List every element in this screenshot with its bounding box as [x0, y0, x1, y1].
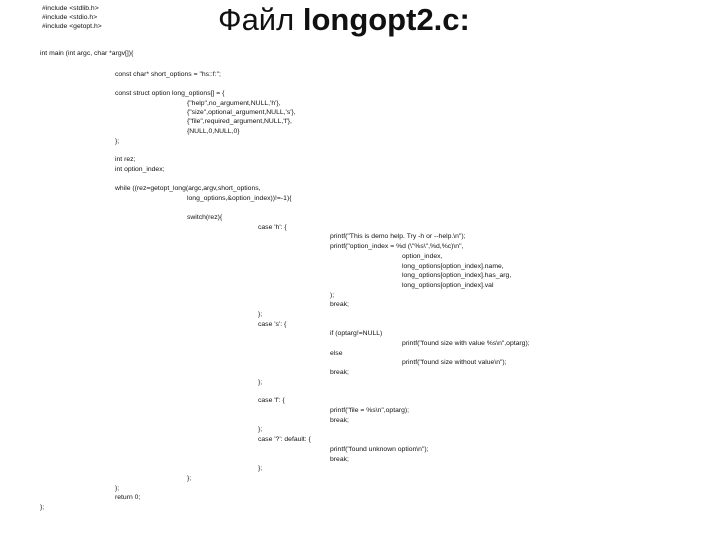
- code-line-close-array: };: [115, 138, 120, 145]
- code-line-break-h: break;: [330, 301, 349, 308]
- code-line-arg-name: long_options[option_index].name,: [402, 263, 504, 270]
- code-line-break-f: break;: [330, 417, 349, 424]
- code-line-switch: switch(rez){: [187, 214, 223, 221]
- code-line-while-1: while ((rez=getopt_long(argc,argv,short_options,: [115, 185, 261, 192]
- code-line-short-options: const char* short_options = "hs::f:";: [115, 71, 221, 78]
- code-line-opt-size: {"size",optional_argument,NULL,'s'},: [187, 109, 296, 116]
- code-line-case-s: case 's': {: [258, 321, 287, 328]
- title-prefix: Файл: [218, 2, 303, 37]
- code-line-close-f: };: [258, 426, 263, 433]
- code-line-printf-index: printf("option_index = %d (\"%s\",%d,%c)\n",: [330, 243, 464, 250]
- code-line-int-option-index: int option_index;: [115, 166, 165, 173]
- code-line-close-paren: );: [330, 292, 335, 299]
- code-line-int-rez: int rez;: [115, 156, 136, 163]
- code-line-close-h: };: [258, 311, 263, 318]
- code-line-include-stdio: #include <stdio.h>: [42, 14, 98, 21]
- code-line-main-signature: int main (int argc, char *argv[]){: [40, 50, 134, 57]
- code-line-include-stdlib: #include <stdlib.h>: [42, 5, 99, 12]
- code-line-printf-file: printf("file = %s\n",optarg);: [330, 407, 410, 414]
- code-line-case-default: case '?': default: {: [258, 436, 311, 443]
- code-line-arg-has-arg: long_options[option_index].has_arg,: [402, 272, 512, 279]
- code-line-printf-unknown: printf("found unknown option\n");: [330, 446, 429, 453]
- code-line-return: return 0;: [115, 494, 141, 501]
- code-line-close-switch: };: [187, 475, 192, 482]
- code-line-opt-help: {"help",no_argument,NULL,'h'},: [187, 100, 281, 107]
- code-line-printf-size-without: printf("found size without value\n");: [402, 359, 507, 366]
- code-line-else: else: [330, 350, 343, 357]
- title-file-name: longopt2.c:: [302, 2, 470, 37]
- code-line-opt-file: {"file",required_argument,NULL,'f'},: [187, 118, 292, 125]
- slide-title: [218, 0, 470, 40]
- code-line-printf-size-with: printf("found size with value %s\n",optarg);: [402, 340, 530, 347]
- code-line-close-default: };: [258, 465, 263, 472]
- code-line-long-options-decl: const struct option long_options[] = {: [115, 90, 225, 97]
- code-line-break-s: break;: [330, 369, 349, 376]
- code-line-break-default: break;: [330, 456, 349, 463]
- code-line-if-optarg: if (optarg!=NULL): [330, 330, 383, 337]
- code-line-opt-null: {NULL,0,NULL,0}: [187, 128, 240, 135]
- code-line-printf-help: printf("This is demo help. Try -h or --help.\n");: [330, 233, 466, 240]
- code-line-close-s: };: [258, 379, 263, 386]
- code-line-close-while: };: [115, 485, 120, 492]
- code-line-arg-option-index: option_index,: [402, 253, 443, 260]
- code-line-close-main: };: [40, 504, 45, 511]
- code-line-arg-val: long_options[option_index].val: [402, 282, 494, 289]
- code-line-case-f: case 'f': {: [258, 397, 285, 404]
- code-line-case-h: case 'h': {: [258, 224, 287, 231]
- code-line-while-2: long_options,&option_index))!=-1){: [187, 195, 292, 202]
- code-line-include-getopt: #include <getopt.h>: [42, 23, 102, 30]
